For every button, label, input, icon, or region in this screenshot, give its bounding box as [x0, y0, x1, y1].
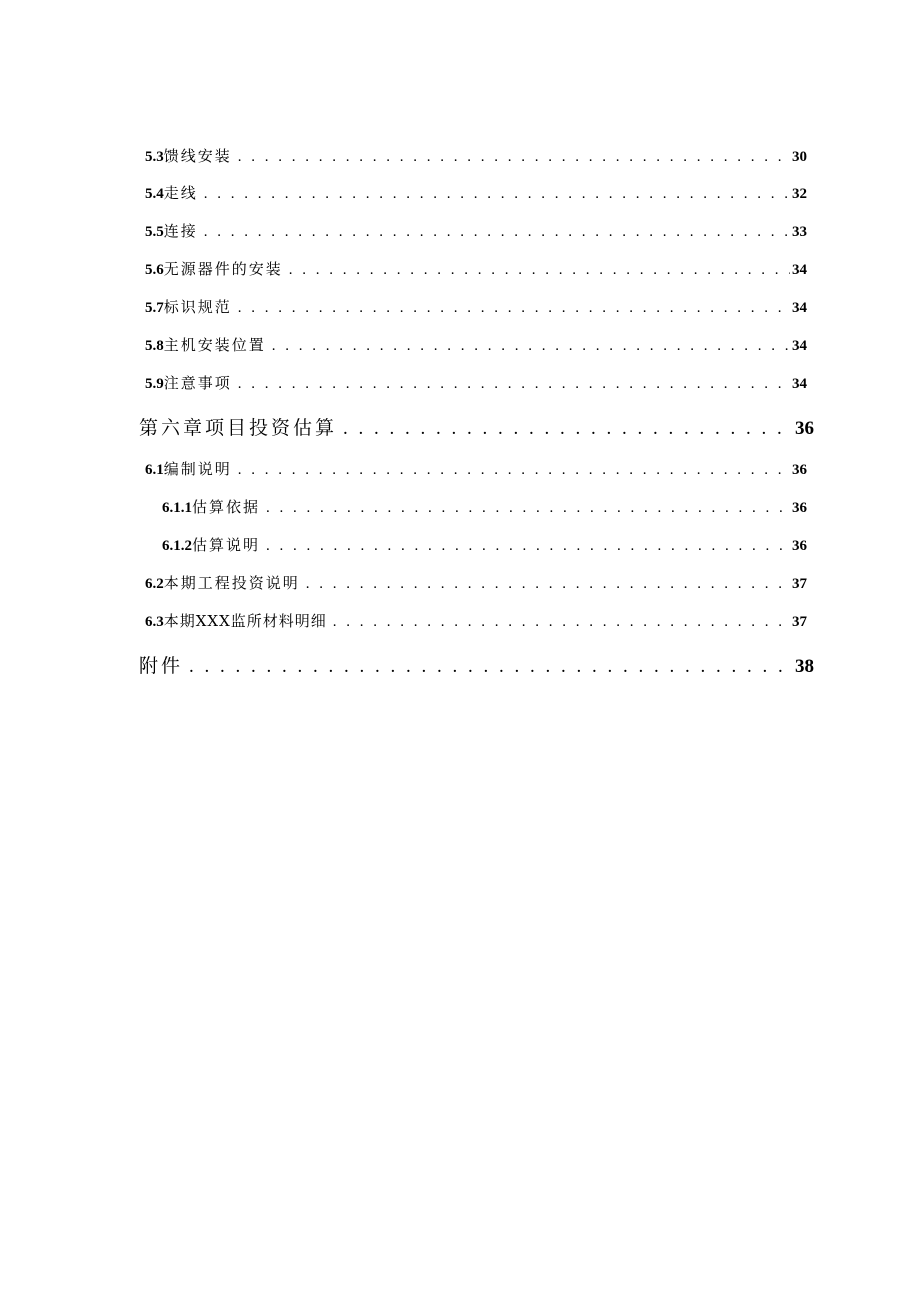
- dot-leader: [238, 149, 790, 166]
- toc-page-number: 36: [792, 538, 807, 554]
- dot-leader: [204, 224, 790, 241]
- toc-page-number: 36: [792, 462, 807, 478]
- toc-title: 主机安装位置: [163, 336, 266, 354]
- dot-leader: [266, 500, 790, 517]
- toc-title: 注意事项: [163, 374, 232, 392]
- toc-page-number: 34: [792, 338, 807, 354]
- toc-entry-5-7[interactable]: [145, 296, 807, 317]
- toc-number: 6.1.2: [162, 538, 192, 554]
- dot-leader: [289, 262, 790, 279]
- toc-entry-chapter-6[interactable]: [139, 413, 814, 440]
- toc-title: 标识规范: [163, 298, 232, 316]
- toc-number: 6.1.1: [162, 500, 192, 516]
- toc-number: 6.1: [145, 462, 164, 478]
- toc-number: 6.3: [145, 614, 164, 630]
- toc-number: 6.2: [145, 576, 164, 592]
- toc-number: 5.8: [145, 338, 164, 354]
- toc-page-number: 34: [792, 262, 807, 278]
- dot-leader: [204, 186, 790, 203]
- toc-entry-5-5[interactable]: [145, 220, 807, 241]
- toc-title: 无源器件的安装: [163, 260, 283, 278]
- toc-entry-appendix[interactable]: [139, 651, 814, 678]
- toc-entry-6-2[interactable]: [145, 572, 807, 593]
- toc-number: 5.7: [145, 300, 164, 316]
- toc-title: 第六章项目投资估算: [139, 417, 338, 439]
- toc-page-number: 30: [792, 149, 807, 165]
- dot-leader: [238, 462, 790, 479]
- dot-leader: [272, 338, 790, 355]
- toc-page-number: 33: [792, 224, 807, 240]
- toc-number: 5.5: [145, 224, 164, 240]
- toc-number: 5.9: [145, 376, 164, 392]
- toc-title: 估算依据: [192, 498, 261, 516]
- toc-title: 连接: [163, 222, 198, 240]
- toc-entry-5-6[interactable]: [145, 258, 807, 279]
- toc-entry-5-9[interactable]: [145, 372, 807, 393]
- toc-entry-6-1[interactable]: [145, 458, 807, 479]
- toc-page-number: 37: [792, 576, 807, 592]
- toc-title: 编制说明: [163, 460, 232, 478]
- toc-entry-6-1-1[interactable]: [162, 496, 807, 517]
- toc-title: 附件: [139, 655, 184, 677]
- toc-page-number: 34: [792, 376, 807, 392]
- dot-leader: [343, 418, 793, 440]
- toc-title: 本期工程投资说明: [163, 574, 300, 592]
- toc-title: 走线: [163, 184, 198, 202]
- toc-number: 5.3: [145, 149, 164, 165]
- dot-leader: [238, 376, 790, 393]
- toc-page-number: 36: [792, 500, 807, 516]
- toc-entry-6-1-2[interactable]: [162, 534, 807, 555]
- toc-number: 5.6: [145, 262, 164, 278]
- toc-page-number: 34: [792, 300, 807, 316]
- toc-title: 馈线安装: [163, 147, 232, 165]
- toc-entry-5-8[interactable]: [145, 334, 807, 355]
- dot-leader: [238, 300, 790, 317]
- toc-entry-6-3[interactable]: [145, 610, 807, 631]
- toc-number: 5.4: [145, 186, 164, 202]
- toc-page-number: 32: [792, 186, 807, 202]
- dot-leader: [266, 538, 790, 555]
- toc-entry-5-3[interactable]: [145, 145, 807, 166]
- toc-page-number: 36: [795, 418, 814, 439]
- dot-leader: [189, 656, 793, 678]
- dot-leader: [306, 576, 790, 593]
- toc-page-number: 37: [792, 614, 807, 630]
- toc-page-number: 38: [795, 656, 814, 677]
- toc-title: 本期XXX监所材料明细: [163, 612, 327, 630]
- toc-entry-5-4[interactable]: [145, 182, 807, 203]
- dot-leader: [333, 614, 790, 631]
- toc-title: 估算说明: [192, 536, 261, 554]
